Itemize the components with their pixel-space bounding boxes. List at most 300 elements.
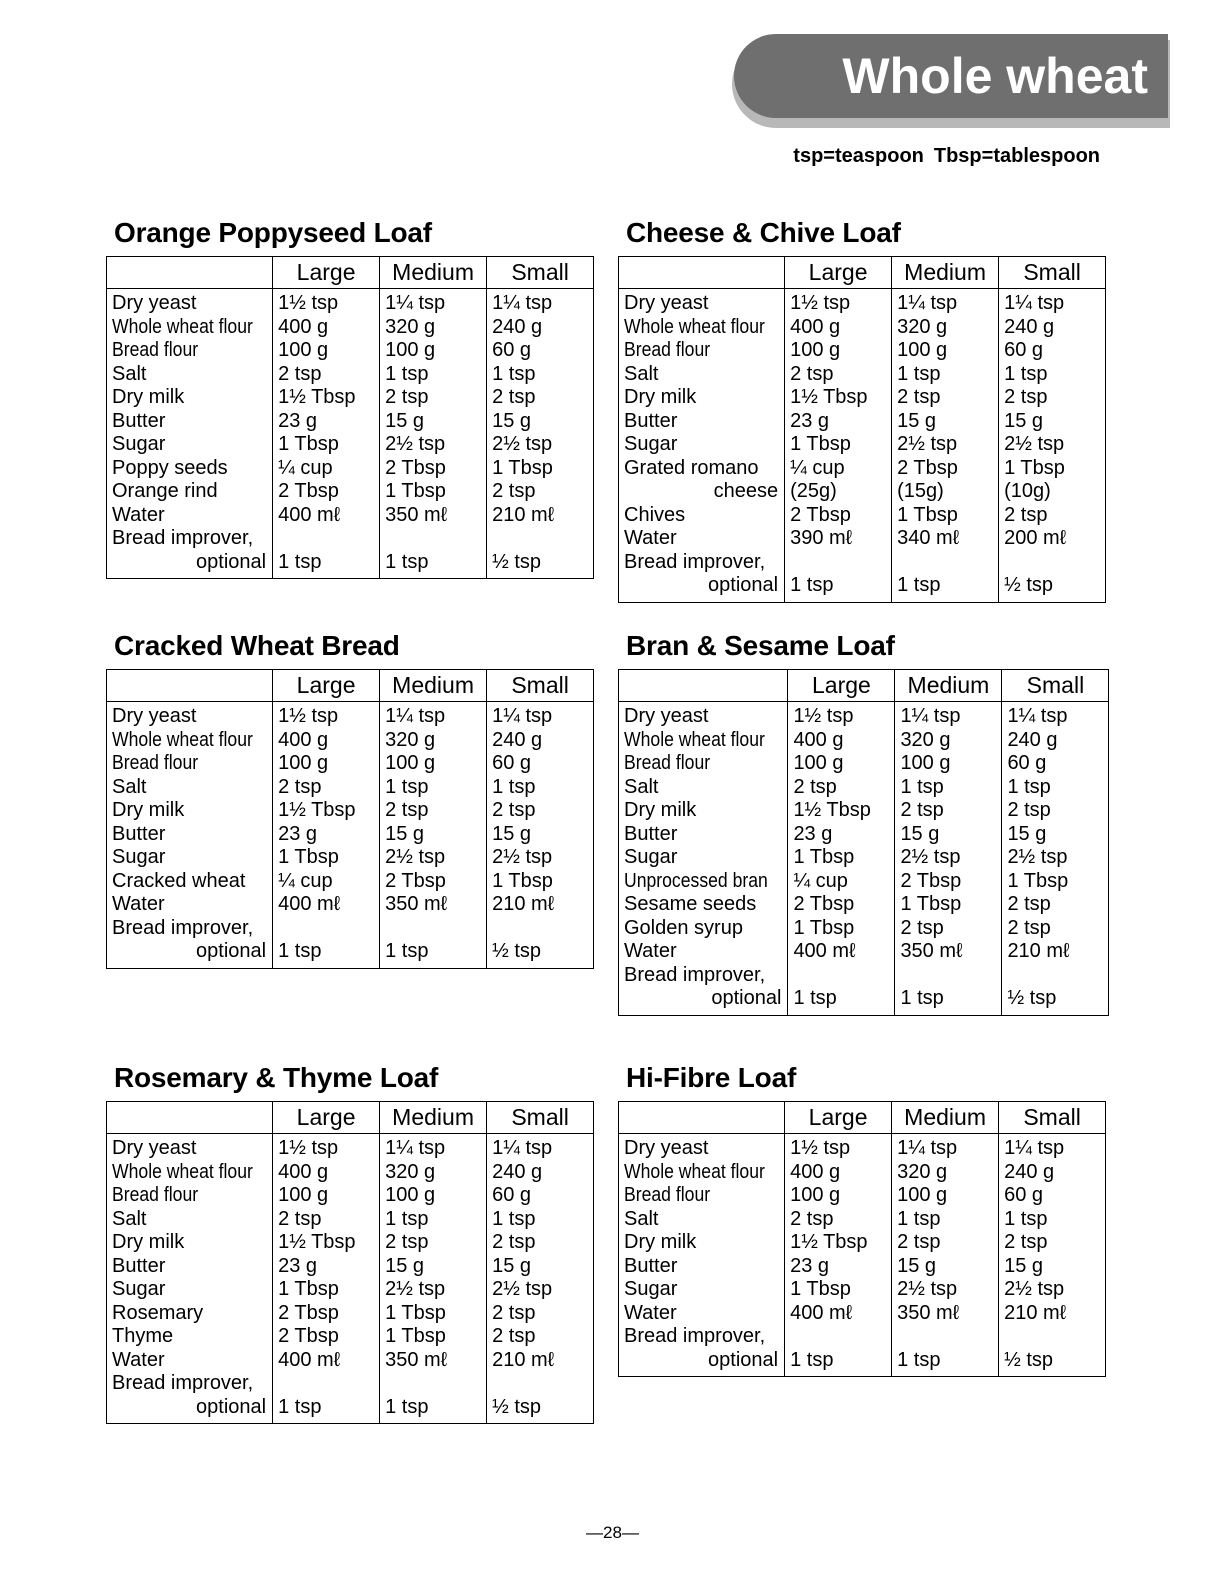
amount-large: 400 g	[273, 316, 380, 340]
amount-medium: 100 g	[895, 752, 1002, 776]
amount-large: 1 tsp	[273, 1396, 380, 1424]
amount-large: 23 g	[273, 1255, 380, 1279]
amount-small	[487, 1372, 594, 1396]
ingredient-name-text: Whole wheat flour	[112, 315, 253, 338]
amount-large	[273, 527, 380, 551]
amount-large: 1 Tbsp	[785, 433, 892, 457]
recipe-title: Hi-Fibre Loaf	[626, 1062, 797, 1093]
amount-large: 2 tsp	[788, 776, 895, 800]
amount-medium: 320 g	[892, 316, 999, 340]
amount-large: 2 Tbsp	[273, 1325, 380, 1349]
amount-medium: 1 tsp	[380, 1396, 487, 1424]
ingredient-name: Butter	[112, 1254, 166, 1277]
table-row	[619, 410, 1106, 434]
amount-medium: 2 Tbsp	[380, 870, 487, 894]
amount-large: 100 g	[273, 752, 380, 776]
amount-large: 2 Tbsp	[785, 504, 892, 528]
recipe-bran-sesame	[618, 623, 1109, 1016]
table-row	[107, 1161, 594, 1185]
amount-small: 2 tsp	[1002, 893, 1109, 917]
ingredient-name: Water	[112, 1348, 165, 1371]
table-row	[107, 940, 594, 968]
amount-large: 1½ tsp	[273, 702, 380, 729]
amount-large: 1 tsp	[273, 551, 380, 579]
ingredient-name: Dry yeast	[624, 705, 709, 727]
amount-large: 1½ Tbsp	[785, 386, 892, 410]
table-row	[619, 386, 1106, 410]
header-cell-blank	[619, 670, 788, 702]
table-row	[619, 846, 1109, 870]
column-header-medium: Medium	[892, 257, 999, 289]
amount-medium: 2 tsp	[892, 386, 999, 410]
table-row	[107, 410, 594, 434]
amount-large: 400 g	[273, 1161, 380, 1185]
ingredient-name: Sesame seeds	[624, 893, 757, 915]
amount-small: 2½ tsp	[999, 433, 1106, 457]
ingredient-name: Dry yeast	[112, 292, 197, 314]
ingredient-name	[619, 316, 785, 340]
column-header-medium: Medium	[380, 257, 487, 289]
amount-small: 210 mℓ	[487, 893, 594, 917]
amount-large: 100 g	[785, 339, 892, 363]
ingredient-name: Bread improver,	[624, 1325, 766, 1347]
ingredient-name	[619, 870, 788, 894]
table-row	[619, 289, 1106, 316]
ingredient-name: optional	[196, 1395, 267, 1418]
amount-medium: 2 tsp	[895, 917, 1002, 941]
amount-small: 15 g	[487, 410, 594, 434]
amount-large: 1 Tbsp	[273, 433, 380, 457]
ingredient-name	[619, 1184, 785, 1208]
table-row	[619, 870, 1109, 894]
table-row	[107, 1372, 594, 1396]
table-row	[107, 1302, 594, 1326]
ingredient-name: Salt	[624, 1207, 659, 1230]
amount-medium: 1¼ tsp	[892, 289, 999, 316]
ingredient-name: Butter	[112, 822, 166, 845]
amount-large: 1½ tsp	[273, 289, 380, 316]
ingredient-name: Orange rind	[112, 480, 218, 502]
amount-small: 1¼ tsp	[487, 702, 594, 729]
amount-medium: 2 tsp	[895, 799, 1002, 823]
amount-medium: 1 tsp	[380, 940, 487, 968]
table-row	[619, 702, 1109, 729]
amount-large	[788, 964, 895, 988]
table-row	[619, 480, 1106, 504]
ingredient-name: Bread improver,	[112, 916, 254, 939]
amount-small: 2½ tsp	[487, 846, 594, 870]
amount-small: 15 g	[999, 410, 1106, 434]
table-row	[619, 433, 1106, 457]
amount-small: 210 mℓ	[487, 504, 594, 528]
header-cell-blank	[107, 670, 273, 702]
table-row	[107, 504, 594, 528]
amount-medium: 1 tsp	[892, 1349, 999, 1377]
table-row	[619, 1278, 1106, 1302]
amount-medium	[380, 917, 487, 941]
table-row	[619, 1134, 1106, 1161]
table-row	[107, 870, 594, 894]
table-row	[619, 551, 1106, 575]
amount-small: 1¼ tsp	[487, 1134, 594, 1161]
table-row	[107, 527, 594, 551]
table-row	[619, 504, 1106, 528]
amount-medium: 1 Tbsp	[380, 480, 487, 504]
amount-small: 240 g	[487, 1161, 594, 1185]
table-row	[619, 527, 1106, 551]
amount-small: 2 tsp	[1002, 917, 1109, 941]
amount-small: 1 tsp	[999, 363, 1106, 387]
amount-medium: 2 tsp	[892, 1231, 999, 1255]
column-header-small: Small	[1002, 670, 1109, 702]
amount-medium: 1 tsp	[380, 776, 487, 800]
amount-small: 1¼ tsp	[487, 289, 594, 316]
table-header-row	[107, 670, 594, 702]
header-cell-blank	[619, 1102, 785, 1134]
amount-medium: 100 g	[892, 339, 999, 363]
amount-medium: 2 Tbsp	[895, 870, 1002, 894]
amount-medium: 1 Tbsp	[895, 893, 1002, 917]
amount-medium: 350 mℓ	[895, 940, 1002, 964]
amount-small: ½ tsp	[999, 574, 1106, 602]
amount-small: ½ tsp	[1002, 987, 1109, 1015]
table-row	[107, 480, 594, 504]
table-row	[107, 457, 594, 481]
amount-small: 1 Tbsp	[487, 457, 594, 481]
table-row	[619, 1325, 1106, 1349]
table-header-row	[107, 1102, 594, 1134]
table-row	[619, 940, 1109, 964]
amount-small: 240 g	[1002, 729, 1109, 753]
amount-small: 2 tsp	[487, 480, 594, 504]
amount-small: ½ tsp	[487, 940, 594, 968]
recipe-title: Bran & Sesame Loaf	[626, 630, 895, 661]
ingredient-name: Dry milk	[112, 386, 185, 408]
ingredient-name-text: Whole wheat flour	[624, 315, 765, 338]
amount-medium: 2½ tsp	[380, 433, 487, 457]
ingredient-name: Thyme	[112, 1325, 174, 1347]
column-header-large: Large	[273, 1102, 380, 1134]
amount-medium: 340 mℓ	[892, 527, 999, 551]
amount-medium: 1¼ tsp	[380, 1134, 487, 1161]
ingredient-name: Sugar	[112, 1278, 166, 1300]
ingredient-name: Poppy seeds	[112, 456, 228, 479]
ingredient-name: Grated romano	[624, 456, 759, 479]
ingredient-name-text: Whole wheat flour	[112, 1160, 253, 1183]
amount-large: 1 Tbsp	[273, 846, 380, 870]
recipe-cracked-wheat	[106, 623, 594, 969]
column-header-large: Large	[788, 670, 895, 702]
ingredient-name	[107, 1184, 273, 1208]
ingredient-name: Butter	[624, 409, 678, 432]
recipe-cheese-chive	[618, 210, 1106, 603]
recipe-hi-fibre	[618, 1055, 1106, 1377]
amount-medium: 2 Tbsp	[380, 457, 487, 481]
amount-large: 1 tsp	[785, 1349, 892, 1377]
table-row	[107, 1396, 594, 1424]
amount-medium: (15g)	[892, 480, 999, 504]
ingredient-name: Chives	[624, 503, 686, 526]
amount-large: 1 Tbsp	[788, 846, 895, 870]
amount-medium: 320 g	[380, 316, 487, 340]
column-header-medium: Medium	[380, 1102, 487, 1134]
amount-medium: 320 g	[892, 1161, 999, 1185]
ingredient-name: Bread improver,	[624, 963, 766, 986]
recipe-title: Cracked Wheat Bread	[114, 630, 400, 661]
ingredient-name-text: Bread flour	[112, 1184, 199, 1206]
amount-medium: 1 Tbsp	[892, 504, 999, 528]
ingredient-name: Salt	[112, 1207, 147, 1230]
amount-small: 200 mℓ	[999, 527, 1106, 551]
amount-medium	[895, 964, 1002, 988]
amount-small: 210 mℓ	[1002, 940, 1109, 964]
amount-medium: 350 mℓ	[380, 504, 487, 528]
column-header-large: Large	[785, 1102, 892, 1134]
ingredient-name: cheese	[713, 480, 779, 502]
amount-small: 2 tsp	[487, 799, 594, 823]
ingredient-name	[619, 1161, 785, 1185]
amount-medium: 2½ tsp	[892, 1278, 999, 1302]
table-row	[619, 917, 1109, 941]
amount-medium: 100 g	[892, 1184, 999, 1208]
amount-small: 2 tsp	[1002, 799, 1109, 823]
amount-medium: 2½ tsp	[895, 846, 1002, 870]
table-row	[107, 846, 594, 870]
amount-medium: 1 tsp	[895, 987, 1002, 1015]
table-row	[107, 752, 594, 776]
table-row	[619, 1161, 1106, 1185]
amount-small	[487, 917, 594, 941]
amount-large: 400 g	[785, 316, 892, 340]
recipe-rosemary-thyme	[106, 1055, 594, 1424]
table-header-row	[107, 257, 594, 289]
amount-large: 2 tsp	[785, 363, 892, 387]
ingredient-name: Water	[624, 940, 677, 962]
amount-small: 1 Tbsp	[1002, 870, 1109, 894]
amount-small: 1¼ tsp	[1002, 702, 1109, 729]
ingredient-name: Dry milk	[624, 799, 697, 821]
amount-large: 1 Tbsp	[788, 917, 895, 941]
amount-large: 400 g	[785, 1161, 892, 1185]
amount-medium	[892, 1325, 999, 1349]
amount-large: 1½ Tbsp	[788, 799, 895, 823]
table-row	[107, 1231, 594, 1255]
amount-large: 2 tsp	[273, 1208, 380, 1232]
amount-large	[785, 1325, 892, 1349]
ingredient-name: Dry yeast	[624, 292, 709, 314]
recipe-orange-poppyseed	[106, 210, 594, 579]
table-row	[107, 551, 594, 579]
column-header-small: Small	[999, 1102, 1106, 1134]
ingredient-table	[618, 1101, 1106, 1377]
amount-small: 60 g	[487, 1184, 594, 1208]
table-row	[619, 363, 1106, 387]
abbreviation-tbsp: Tbsp=tablespoon	[933, 145, 1100, 167]
recipe-title: Rosemary & Thyme Loaf	[114, 1062, 439, 1093]
ingredient-name-text: Bread flour	[624, 1184, 711, 1206]
amount-medium: 2½ tsp	[380, 846, 487, 870]
amount-large: 400 g	[788, 729, 895, 753]
amount-small: 15 g	[487, 823, 594, 847]
column-header-medium: Medium	[892, 1102, 999, 1134]
column-header-large: Large	[785, 257, 892, 289]
amount-small: 15 g	[1002, 823, 1109, 847]
ingredient-name	[107, 339, 273, 363]
table-row	[107, 776, 594, 800]
amount-small: 1 Tbsp	[487, 870, 594, 894]
amount-large: 23 g	[273, 410, 380, 434]
amount-large: 100 g	[273, 339, 380, 363]
table-header-row	[619, 670, 1109, 702]
amount-large: 2 Tbsp	[273, 1302, 380, 1326]
ingredient-name: Sugar	[624, 433, 678, 455]
amount-small	[487, 527, 594, 551]
amount-large: 1½ tsp	[788, 702, 895, 729]
ingredient-name: Golden syrup	[624, 916, 743, 939]
ingredient-table	[106, 1101, 594, 1424]
section-title: Whole wheat	[842, 48, 1148, 104]
amount-large: 400 mℓ	[788, 940, 895, 964]
table-row	[619, 893, 1109, 917]
amount-small: 2½ tsp	[487, 433, 594, 457]
ingredient-name: Dry yeast	[112, 1137, 197, 1159]
column-header-small: Small	[487, 1102, 594, 1134]
ingredient-name: Dry yeast	[112, 705, 197, 727]
amount-large: 400 mℓ	[273, 893, 380, 917]
ingredient-name: Butter	[112, 409, 166, 432]
amount-large: 1½ Tbsp	[273, 386, 380, 410]
amount-large: ¼ cup	[273, 870, 380, 894]
amount-small: 240 g	[487, 316, 594, 340]
amount-medium: 100 g	[380, 339, 487, 363]
table-header-row	[619, 257, 1106, 289]
table-row	[619, 1349, 1106, 1377]
amount-medium: 15 g	[892, 410, 999, 434]
amount-medium: 15 g	[895, 823, 1002, 847]
ingredient-name: Salt	[624, 775, 659, 798]
amount-small: 1 tsp	[999, 1208, 1106, 1232]
table-row	[107, 1349, 594, 1373]
ingredient-name-text: Bread flour	[624, 339, 711, 361]
table-row	[619, 1302, 1106, 1326]
amount-small: 1¼ tsp	[999, 289, 1106, 316]
header-cell-blank	[107, 257, 273, 289]
amount-small: 2½ tsp	[1002, 846, 1109, 870]
table-row	[619, 339, 1106, 363]
amount-medium: 320 g	[380, 1161, 487, 1185]
table-row	[619, 964, 1109, 988]
amount-medium: 350 mℓ	[380, 893, 487, 917]
table-row	[619, 799, 1109, 823]
ingredient-name: Water	[112, 893, 165, 915]
ingredient-table	[106, 256, 594, 579]
table-row	[107, 917, 594, 941]
table-row	[619, 1231, 1106, 1255]
amount-medium: 1 tsp	[380, 1208, 487, 1232]
table-row	[619, 1255, 1106, 1279]
amount-small: 240 g	[487, 729, 594, 753]
ingredient-name: optional	[711, 987, 782, 1009]
ingredient-name: Butter	[624, 822, 678, 845]
amount-large: 400 mℓ	[785, 1302, 892, 1326]
ingredient-table	[618, 669, 1109, 1016]
header-cell-blank	[107, 1102, 273, 1134]
ingredient-name: Butter	[624, 1254, 678, 1277]
amount-medium: 1¼ tsp	[895, 702, 1002, 729]
amount-small: 2 tsp	[999, 1231, 1106, 1255]
recipe-title: Orange Poppyseed Loaf	[114, 217, 432, 248]
amount-small: 1 tsp	[487, 1208, 594, 1232]
ingredient-name: Sugar	[624, 1278, 678, 1300]
amount-small: 60 g	[1002, 752, 1109, 776]
ingredient-name	[619, 729, 788, 753]
amount-medium: 2 tsp	[380, 386, 487, 410]
ingredient-name: Water	[624, 527, 677, 549]
amount-large: 1½ Tbsp	[273, 799, 380, 823]
ingredient-name: Dry yeast	[624, 1137, 709, 1159]
amount-large: 2 Tbsp	[273, 480, 380, 504]
ingredient-name	[619, 752, 788, 776]
table-row	[107, 893, 594, 917]
ingredient-name: optional	[708, 574, 779, 596]
ingredient-name: Sugar	[112, 433, 166, 455]
amount-medium: 320 g	[380, 729, 487, 753]
table-row	[619, 1184, 1106, 1208]
amount-medium: 350 mℓ	[892, 1302, 999, 1326]
ingredient-table	[618, 256, 1106, 603]
amount-medium: 1 tsp	[895, 776, 1002, 800]
amount-medium: 1¼ tsp	[380, 289, 487, 316]
ingredient-name: Cracked wheat	[112, 869, 246, 892]
amount-medium	[380, 1372, 487, 1396]
amount-medium: 2½ tsp	[892, 433, 999, 457]
amount-small: 1 tsp	[1002, 776, 1109, 800]
ingredient-name: Dry milk	[112, 799, 185, 821]
amount-large: 100 g	[788, 752, 895, 776]
ingredient-name-text: Bread flour	[624, 752, 711, 774]
page-number: —28—	[586, 1523, 639, 1542]
amount-large: 100 g	[785, 1184, 892, 1208]
amount-small: 2½ tsp	[487, 1278, 594, 1302]
amount-large: ¼ cup	[273, 457, 380, 481]
column-header-small: Small	[487, 257, 594, 289]
ingredient-name: Water	[112, 503, 165, 526]
amount-large: 400 g	[273, 729, 380, 753]
ingredient-name: Rosemary	[112, 1301, 204, 1324]
ingredient-name-text: Unprocessed bran	[624, 869, 768, 892]
amount-large: 400 mℓ	[273, 1349, 380, 1373]
amount-small: 60 g	[999, 1184, 1106, 1208]
ingredient-name: Dry milk	[624, 1231, 697, 1253]
ingredient-name	[107, 729, 273, 753]
amount-small: 210 mℓ	[487, 1349, 594, 1373]
amount-small	[999, 1325, 1106, 1349]
amount-medium: 100 g	[380, 1184, 487, 1208]
ingredient-table	[106, 669, 594, 969]
table-row	[107, 1184, 594, 1208]
amount-medium: 2½ tsp	[380, 1278, 487, 1302]
amount-small: 60 g	[487, 339, 594, 363]
ingredient-name-text: Bread flour	[112, 752, 199, 774]
amount-medium: 1¼ tsp	[380, 702, 487, 729]
abbreviation-legend	[793, 145, 1100, 168]
table-row	[107, 289, 594, 316]
table-row	[107, 363, 594, 387]
ingredient-name	[619, 339, 785, 363]
amount-large: 400 mℓ	[273, 504, 380, 528]
amount-large: 2 Tbsp	[788, 893, 895, 917]
amount-medium: 1 Tbsp	[380, 1302, 487, 1326]
